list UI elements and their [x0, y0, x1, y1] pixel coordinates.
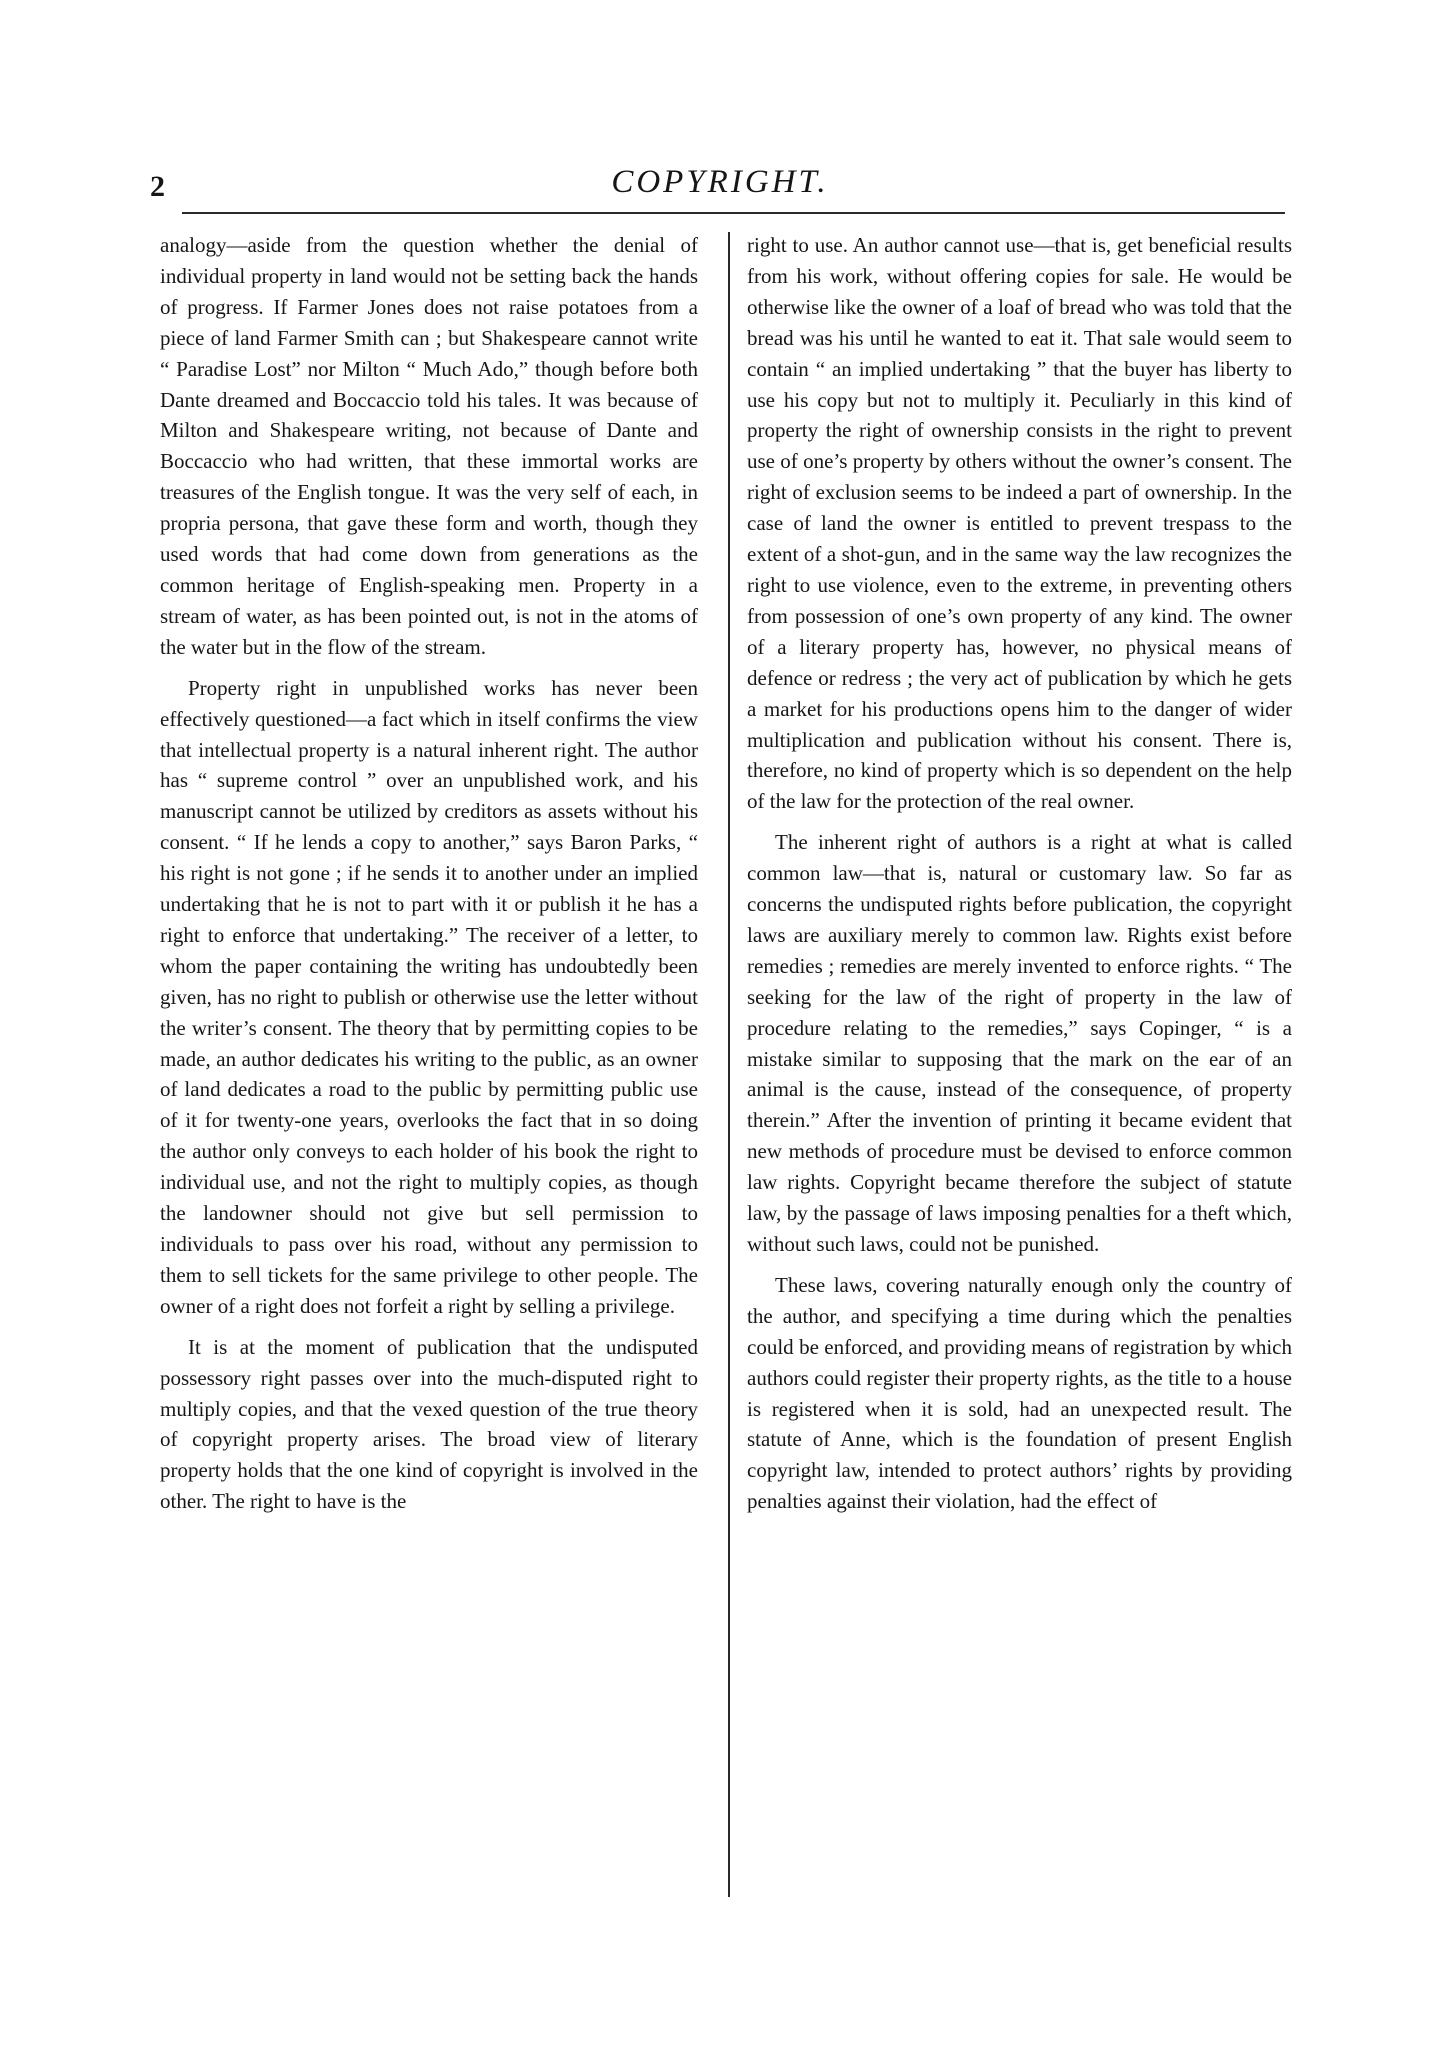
- paragraph: right to use. An author cannot use—that is, get beneficial results from his work, without offering copies for sale. He would be otherwise like the owner of a loaf of bread who was told that the bread was his until he wanted to eat it. That sale would seem to contain “ an implied undertaking ” that the buyer has liberty to use his copy but not to multiply it. Peculiarly in this kind of property the right of ownership consists in the right to prevent use of one’s property by others without the owner’s consent. The right of exclusion seems to be indeed a part of ownership. In the case of land the owner is entitled to prevent trespass to the extent of a shot-gun, and in the same way the law recognizes the right to use violence, even to the extreme, in preventing others from possession of one’s own property of any kind. The owner of a literary property has, however, no physical means of defence or redress ; the very act of publication by which he gets a market for his productions opens him to the danger of wider multiplication and publication without his consent. There is, therefore, no kind of property which is so dependent on the help of the law for the protection of the real owner.: [747, 233, 1292, 814]
- paragraph: Property right in unpublished works has never been effectively questioned—a fact which in itself confirms the view that intellectual property is a natural inherent right. The author has “ supreme control ” over an unpublished work, and his manuscript cannot be utilized by creditors as assets without his consent. “ If he lends a copy to another,” says Baron Parks, “ his right is not gone ; if he sends it to another under an implied undertaking that he is not to part with it or publish it he has a right to enforce that undertaking.” The receiver of a letter, to whom the paper containing the writing has undoubtedly been given, has no right to publish or otherwise use the letter without the writer’s consent. The theory that by permitting copies to be made, an author dedicates his writing to the public, as an owner of land dedicates a road to the public by permitting public use of it for twenty-one years, overlooks the fact that in so doing the author only conveys to each holder of his book the right to individual use, and not the right to multiply copies, as though the landowner should not give but sell permission to individuals to pass over his road, without any permission to them to sell tickets for the same privilege to other people. The owner of a right does not forfeit a right by selling a privilege.: [160, 675, 698, 1318]
- left-column: [160, 230, 698, 1527]
- paragraph: It is at the moment of publication that the undisputed possessory right passes over into the much-disputed right to multiply copies, and that the vexed question of the true theory of copyright property arises. The broad view of literary property holds that the one kind of copyright is involved in the other. The right to have is the: [160, 1334, 698, 1514]
- column-divider: [728, 232, 730, 1897]
- paragraph: analogy—aside from the question whether the denial of individual property in land would not be setting back the hands of progress. If Farmer Jones does not raise potatoes from a piece of land Farmer Smith can ; but Shakespeare cannot write “ Paradise Lost” nor Milton “ Much Ado,” though before both Dante dreamed and Boccaccio told his tales. It was because of Milton and Shakespeare writing, not because of Dante and Boccaccio who had written, that these immortal works are treasures of the English tongue. It was the very self of each, in propria persona, that gave these form and worth, though they used words that had come down from generations as the common heritage of English-speaking men. Property in a stream of water, as has been pointed out, is not in the atoms of the water but in the flow of the stream.: [160, 233, 698, 659]
- header-rule: [182, 212, 1285, 214]
- paragraph: The inherent right of authors is a right at what is called common law—that is, natural or customary law. So far as concerns the undisputed rights before publication, the copyright laws are auxiliary merely to common law. Rights exist before remedies ; remedies are merely invented to enforce rights. “ The seeking for the law of the right of property in the law of procedure relating to the remedies,” says Copinger, “ is a mistake similar to supposing that the mark on the ear of an animal is the cause, instead of the consequence, of property therein.” After the invention of printing it became evident that new methods of procedure must be devised to enforce common law rights. Copyright became therefore the subject of statute law, by the passage of laws imposing penalties for a theft which, without such laws, could not be punished.: [747, 830, 1292, 1256]
- running-title: COPYRIGHT.: [611, 164, 829, 200]
- page-header: [150, 150, 1290, 206]
- paragraph: These laws, covering naturally enough only the country of the author, and specifying a time during which the penalties could be enforced, and providing means of registration by which authors could register their property rights, as the title to a house is registered when it is sold, had an unexpected result. The statute of Anne, which is the foundation of present English copyright law, intended to protect authors’ rights by providing penalties against their violation, had the effect of: [747, 1272, 1292, 1514]
- page-number: 2: [150, 170, 165, 203]
- right-column: [747, 230, 1292, 1527]
